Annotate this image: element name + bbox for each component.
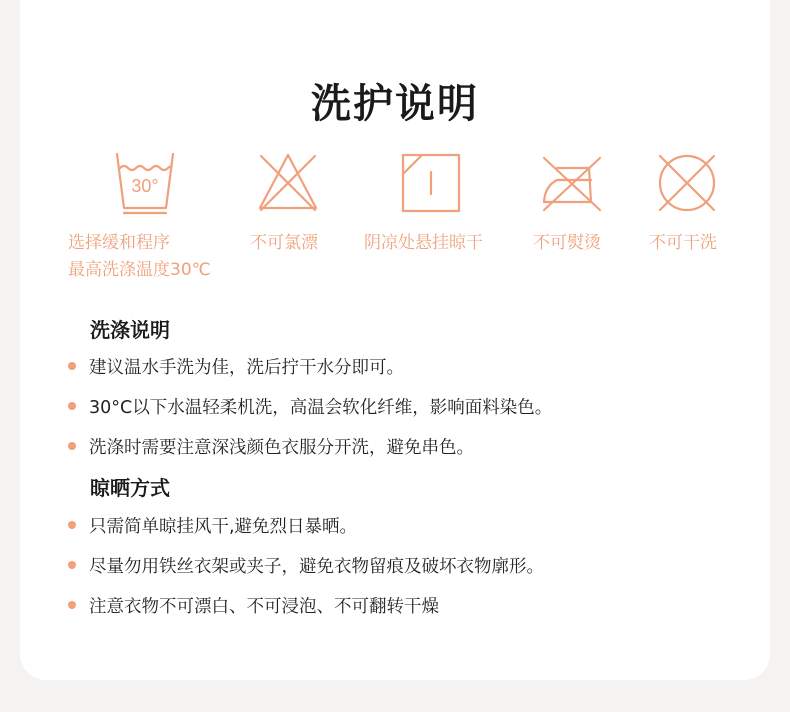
list-item-text: 30°C以下水温轻柔机洗，高温会软化纤维，影响面料染色。 [89,397,553,418]
shade-hang-dry-icon [400,150,462,216]
icon-label-wash-line2: 最高洗涤温度30℃ [68,260,211,280]
no-iron-icon [541,150,603,216]
no-dry-clean-icon [656,150,718,216]
bullet-dot [68,362,76,370]
page-title: 洗护说明 [311,81,479,127]
bullet-dot [68,561,76,569]
list-item-text: 注意衣物不可漂白、不可浸泡、不可翻转干燥 [89,596,439,617]
bullet-dot [68,442,76,450]
list-item [68,592,439,618]
wash-temp-text: 30° [131,176,159,196]
icon-label-wash-line1: 选择缓和程序 [68,233,170,253]
list-item-text: 建议温水手洗为佳，洗后拧干水分即可。 [89,357,404,378]
list-item-text: 洗涤时需要注意深浅颜色衣服分开洗，避免串色。 [89,437,474,458]
no-bleach-icon [257,150,319,216]
icon-label-no-bleach: 不可氯漂 [250,233,318,253]
icon-label-wash [68,230,211,284]
list-item [68,433,474,459]
icon-label-no-dry-clean: 不可干洗 [649,233,717,253]
icon-label-shade-dry: 阴凉处悬挂晾干 [364,233,483,253]
list-item [68,393,552,419]
wash-30-icon [114,150,176,216]
list-item [68,353,404,379]
bullet-dot [68,402,76,410]
list-item [68,512,357,538]
care-instructions-card [20,0,770,680]
list-item [68,552,544,578]
list-item-text: 尽量勿用铁丝衣架或夹子，避免衣物留痕及破坏衣物廓形。 [89,556,544,577]
washing-section-title: 洗涤说明 [90,318,170,342]
drying-section-title: 晾晒方式 [90,476,170,500]
list-item-text: 只需简单晾挂风干,避免烈日暴晒。 [89,516,358,537]
icon-label-no-iron: 不可熨烫 [533,233,601,253]
bullet-dot [68,521,76,529]
bullet-dot [68,601,76,609]
